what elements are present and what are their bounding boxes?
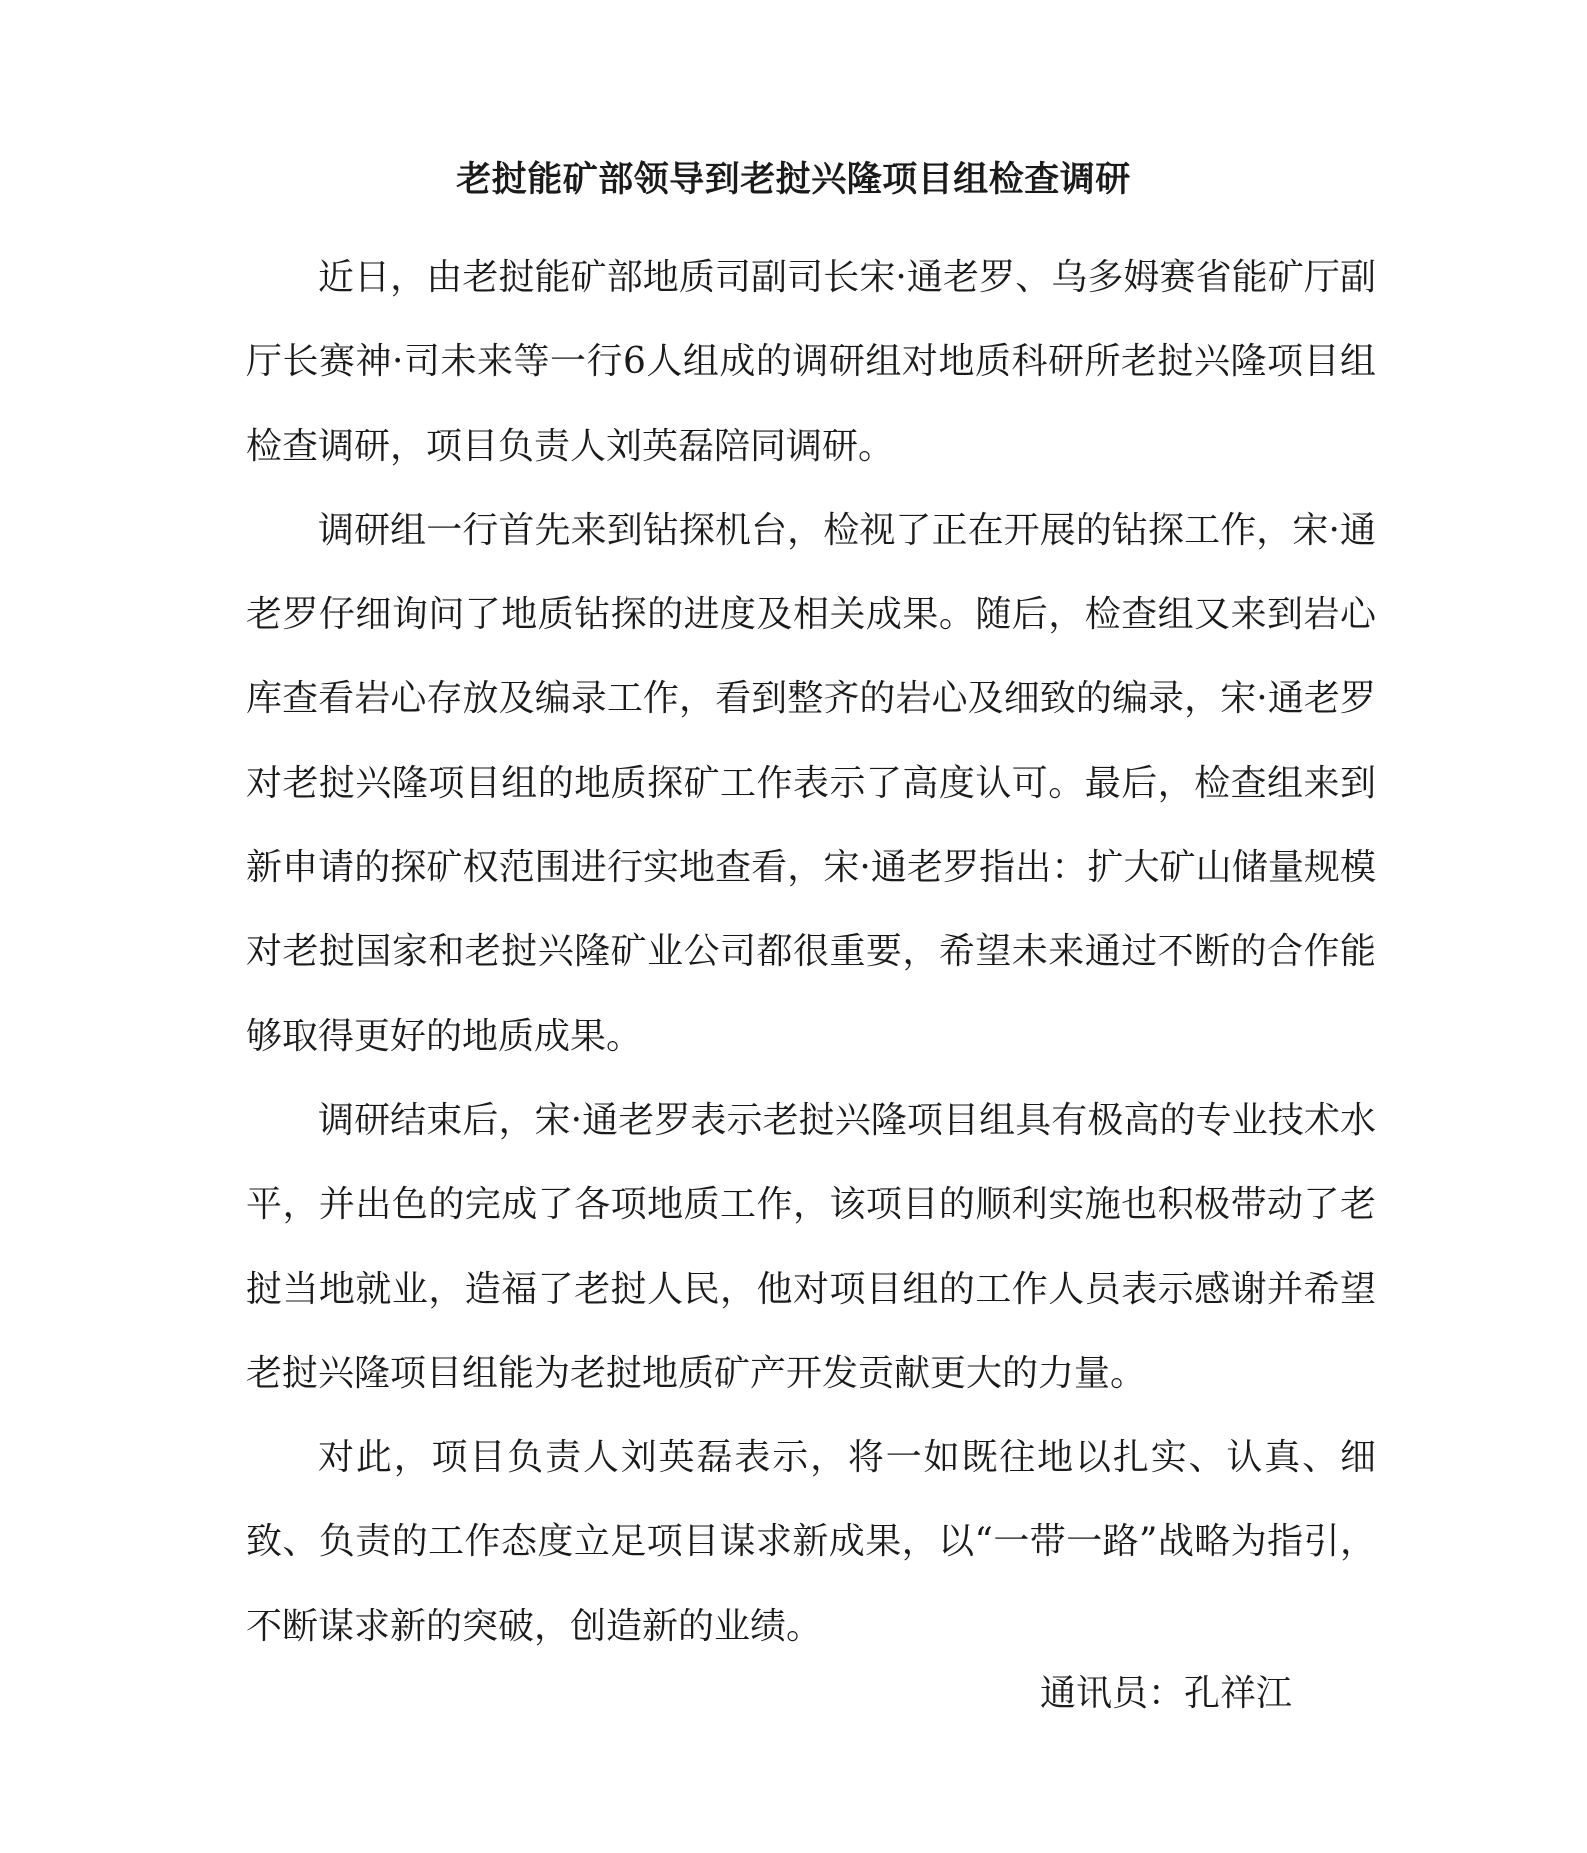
article-body [246,236,1376,1669]
paragraph-3: 调研结束后，宋·通老罗表示老挝兴隆项目组具有极高的专业技术水平，并出色的完成了各项地质工作，该项目的顺利实施也积极带动了老挝当地就业，造福了老挝人民，他对项目组的工作人员表示感谢并希望老挝兴隆项目组能为老挝地质矿产开发贡献更大的力量。 [246,1099,1376,1394]
paragraph-4: 对此，项目负责人刘英磊表示，将一如既往地以扎实、认真、细致、负责的工作态度立足项目谋求新成果，以“一带一路”战略为指引，不断谋求新的突破，创造新的业绩。 [246,1437,1376,1647]
paragraph-2: 调研组一行首先来到钻探机台，检视了正在开展的钻探工作，宋·通老罗仔细询问了地质钻探的进度及相关成果。随后，检查组又来到岩心库查看岩心存放及编录工作，看到整齐的岩心及细致的编录，宋·通老罗对老挝兴隆项目组的地质探矿工作表示了高度认可。最后，检查组来到新申请的探矿权范围进行实地查看，宋·通老罗指出：扩大矿山储量规模对老挝国家和老挝兴隆矿业公司都很重要，希望未来通过不断的合作能够取得更好的地质成果。 [246,509,1376,1057]
document-title: 老挝能矿部领导到老挝兴隆项目组检查调研 [456,159,1131,200]
correspondent-byline: 通讯员：孔祥江 [1040,1673,1293,1714]
paragraph-1: 近日，由老挝能矿部地质司副司长宋·通老罗、乌多姆赛省能矿厅副厅长赛神·司未来等一行6人组成的调研组对地质科研所老挝兴隆项目组检查调研，项目负责人刘英磊陪同调研。 [246,257,1376,467]
